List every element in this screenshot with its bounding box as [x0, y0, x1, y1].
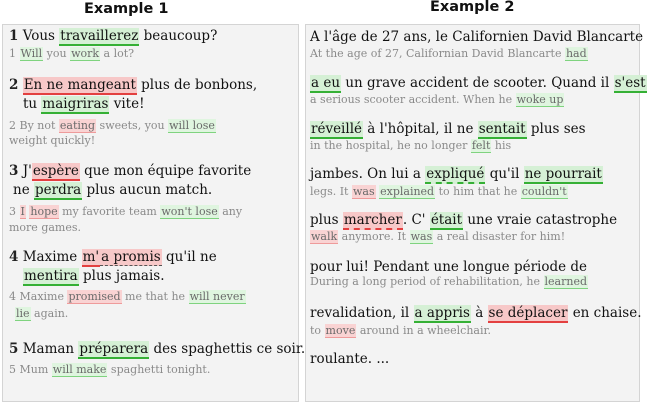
passage-translation-1: At the age of 27, Californian David Blancarte had	[310, 47, 587, 60]
passage-line-8: roulante. ...	[310, 351, 390, 367]
example-2-panel	[305, 24, 646, 402]
sentence-1-english: 1 Will you work a lot?	[9, 47, 135, 60]
sentence-4-french-line2: mentira plus jamais.	[24, 268, 165, 284]
example-1-panel	[2, 24, 306, 402]
passage-line-4: jambes. On lui a expliqué qu'il ne pourrait	[310, 166, 602, 182]
example-2-title: Example 2	[430, 0, 515, 15]
sentence-3-french-line1: 3 J'espère que mon équipe favorite	[9, 163, 252, 179]
sentence-4-french-line1: 4 Maxime m' a promis qu'il ne	[9, 249, 217, 265]
passage-translation-7: to move around in a wheelchair.	[310, 324, 492, 337]
sentence-2-french-line2: tu maigriras vite!	[23, 96, 145, 112]
sentence-2-english-line2: weight quickly!	[9, 134, 96, 147]
sentence-2-english-line1: 2 By not eating sweets, you will lose	[9, 119, 215, 132]
passage-translation-2: a serious scooter accident. When he woke up	[310, 93, 564, 106]
passage-translation-4: legs. It was explained to him that he couldn't	[310, 185, 567, 198]
sentence-3-french-line2: ne perdra plus aucun match.	[13, 182, 213, 198]
passage-line-7: revalidation, il a appris à se déplacer en chaise.	[310, 305, 642, 321]
passage-line-2: a eu un grave accident de scooter. Quand il s'est	[311, 75, 646, 91]
passage-line-3: réveillé à l'hôpital, il ne sentait plus ses	[311, 121, 586, 137]
passage-line-5: plus marcher. C' était une vraie catastrophe	[310, 212, 618, 228]
passage-translation-3: in the hospital, he no longer felt his	[310, 139, 512, 152]
sentence-4-english-line1: 4 Maxime promised me that he will never	[9, 290, 245, 303]
sentence-3-english-line2: more games.	[9, 221, 81, 234]
sentence-1-french: 1 Vous travaillerez beaucoup?	[9, 28, 218, 44]
sentence-5-english: 5 Mum will make spaghetti tonight.	[9, 363, 211, 376]
passage-line-6: pour lui! Pendant une longue période de	[310, 259, 588, 275]
sentence-5-french: 5 Maman préparera des spaghettis ce soir.	[9, 341, 306, 357]
sentence-2-french-line1: 2 En ne mangeant plus de bonbons,	[9, 77, 258, 93]
sentence-3-english-line1: 3 I hope my favorite team won't lose any	[9, 205, 243, 218]
passage-translation-5: walk anymore. It was a real disaster for him!	[311, 230, 566, 243]
passage-line-1: A l'âge de 27 ans, le Californien David Blancarte	[310, 29, 644, 45]
sentence-4-english-line2: lie again.	[16, 307, 69, 320]
example-1-title: Example 1	[84, 1, 169, 17]
passage-translation-6: During a long period of rehabilitation, he learned	[310, 275, 587, 288]
